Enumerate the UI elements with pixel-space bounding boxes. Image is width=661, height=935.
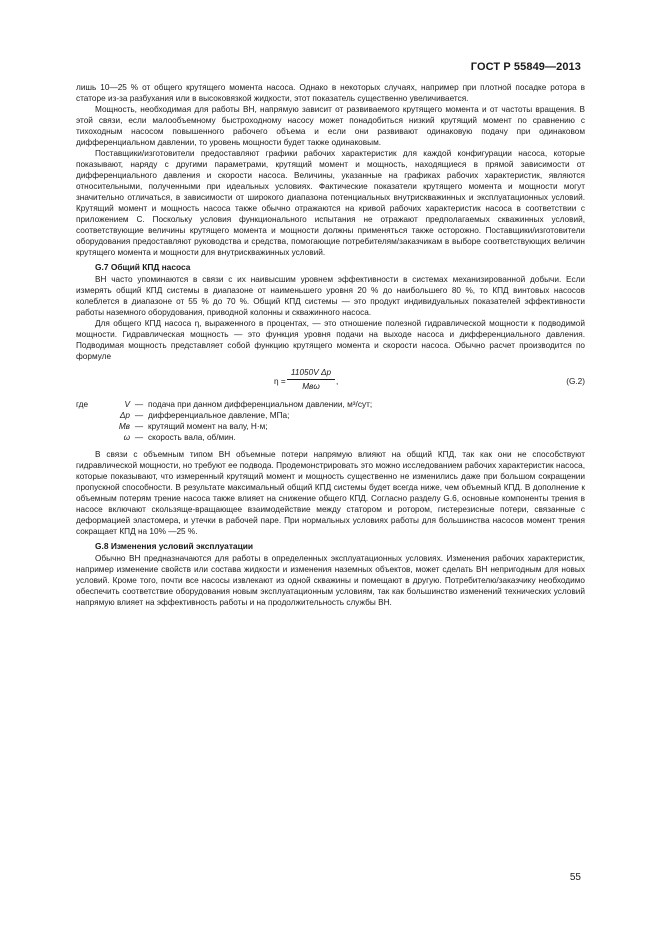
paragraph: Поставщики/изготовители предоставляют графики рабочих характеристик для каждой конфигурации насоса, которые показывают, наряду с другими параметрами, крутящий момент и мощность, находящиеся в прямой зависимости от дифференциального давления и скорости насоса. Величины, указанные на графиках рабочих характеристик, являются относительными, полученными при идеальных условиях. Фактические показатели крутящего момента и мощности могут значительно отличаться, в зависимости от широкого диапазона потенциальных внутрискважинных и эксплуатационных условий. Крутящий момент и мощность насоса также обычно отражаются на кривой рабочих характеристик насоса в соответствии с приложением С. Поскольку условия функционального испытания не отражают предполагаемых скважинных условий, соответствующие величины крутящего момента и мощности должны применяться также осторожно. Поставщики/изготовители оборудования предоставляют руководства и средства, помогающие потребителям/заказчикам в выборе соответствующих величин крутящего момента и мощности для внутрискважинных условий. — [76, 149, 585, 257]
formula-number: (G.2) — [566, 377, 585, 386]
definition-row — [76, 432, 585, 443]
definition-text: скорость вала, об/мин. — [148, 433, 236, 442]
formula-numerator: 11050V Δp — [287, 367, 335, 380]
definition-symbol: ω — [123, 433, 130, 442]
paragraph: ВН часто упоминаются в связи с их наивысшим уровнем эффективности в системах механизированной добычи. Если измерять общий КПД системы в диапазоне от наименьшего уровня 20 % до наибольшего 80 %, то КПД винтовых насосов колеблется в диапазоне от 55 % до 70 %. Общий КПД системы — это продукт индивидуальных показателей эффективности работы наземного оборудования, приводной колонны и скважинного насоса. — [76, 275, 585, 317]
definition-row — [76, 421, 585, 432]
definition-text: крутящий момент на валу, Н·м; — [148, 422, 268, 431]
definition-dash: — — [134, 400, 144, 409]
formula-fraction — [287, 367, 335, 392]
efficiency-formula — [76, 367, 585, 395]
formula-lhs: η = — [274, 377, 286, 386]
paragraph: лишь 10—25 % от общего крутящего момента насоса. Однако в некоторых случаях, например при плотной посадке ротора в статоре из-за разбухания или в высоковязкой жидкости, этот показатель существенно увеличивается. — [76, 83, 585, 103]
section-heading-g8: G.8 Изменения условий эксплуатации — [95, 541, 254, 551]
definition-dash: — — [134, 411, 144, 420]
definition-dash: — — [134, 433, 144, 442]
symbol-definitions — [76, 399, 585, 443]
formula-comma: , — [336, 377, 339, 386]
definition-row — [76, 410, 585, 421]
definition-symbol: V — [124, 400, 130, 409]
document-code-header: ГОСТ Р 55849—2013 — [470, 61, 581, 73]
definition-symbol: Δp — [119, 411, 130, 420]
definition-text: подача при данном дифференциальном давлении, м³/сут; — [148, 400, 373, 409]
definition-lead: где — [76, 400, 89, 409]
paragraph: Для общего КПД насоса η, выраженного в процентах, — это отношение полезной гидравлической мощности к подводимой мощности. Гидравлическая мощность — это функция уровня подачи на выходе насоса и дифференциального давления. Подводимая мощность представляет собой функцию крутящего момента и скорости насоса. Обычно расчет производится по формуле — [76, 319, 585, 361]
definition-text: дифференциальное давление, МПа; — [148, 411, 290, 420]
definition-dash: — — [134, 422, 144, 431]
paragraph: Обычно ВН предназначаются для работы в определенных эксплуатационных условиях. Изменения рабочих характеристик, например изменение свойств или состава жидкости и изменения наземных объектов, может сделать ВН непригодным для новых условий. Кроме того, почти все насосы извлекают из одной скважины и помещают в другую. Потребителю/заказчику необходимо обеспечить соответствие оборудования новым эксплуатационным условиям, так как большинство изменений технических условий напрямую влияет на эффективность работы и на продолжительность службы ВН. — [76, 554, 585, 607]
page-number: 55 — [569, 872, 581, 883]
definition-row — [76, 399, 585, 410]
definition-symbol: Mв — [118, 422, 130, 431]
formula-denominator: Mвω — [302, 382, 320, 391]
paragraph: В связи с объемным типом ВН объемные потери напрямую влияют на общий КПД, так как они не способствуют гидравлической мощности, но требуют ее подвода. Продемонстрировать это можно исследованием рабочих характеристик насоса, которые показывают, что измеренный крутящий момент и мощность существенно не изменились даже при большом сокращении пропускной способности. В результате максимальный общий КПД системы будет всегда ниже, чем объемный КПД. В дополнение к объемным потерям трение насоса также влияет на снижение общего КПД. Согласно разделу G.6, основные компоненты трения в насосе включают скользяще-вращающее взаимодействие между статором и ротором, гистерезисные потери, связанные с деформацией эластомера, и утечки в рабочей паре. При нормальных условиях работы для большинства насосов момент трения сокращает КПД на 10% —25 %. — [76, 450, 585, 536]
page-content — [76, 82, 585, 608]
section-heading-g7: G.7 Общий КПД насоса — [95, 262, 191, 272]
paragraph: Мощность, необходимая для работы ВН, напрямую зависит от развиваемого крутящего момента и от частоты вращения. В этой связи, если малообъемному быстроходному насосу может понадобиться низкий крутящий момент по сравнению с тихоходным насосом повышенного рабочего объема и если они развивают одинаковую подачу при одинаковом дифференциальном давлении, то уровень мощности будет также одинаковым. — [76, 105, 585, 147]
